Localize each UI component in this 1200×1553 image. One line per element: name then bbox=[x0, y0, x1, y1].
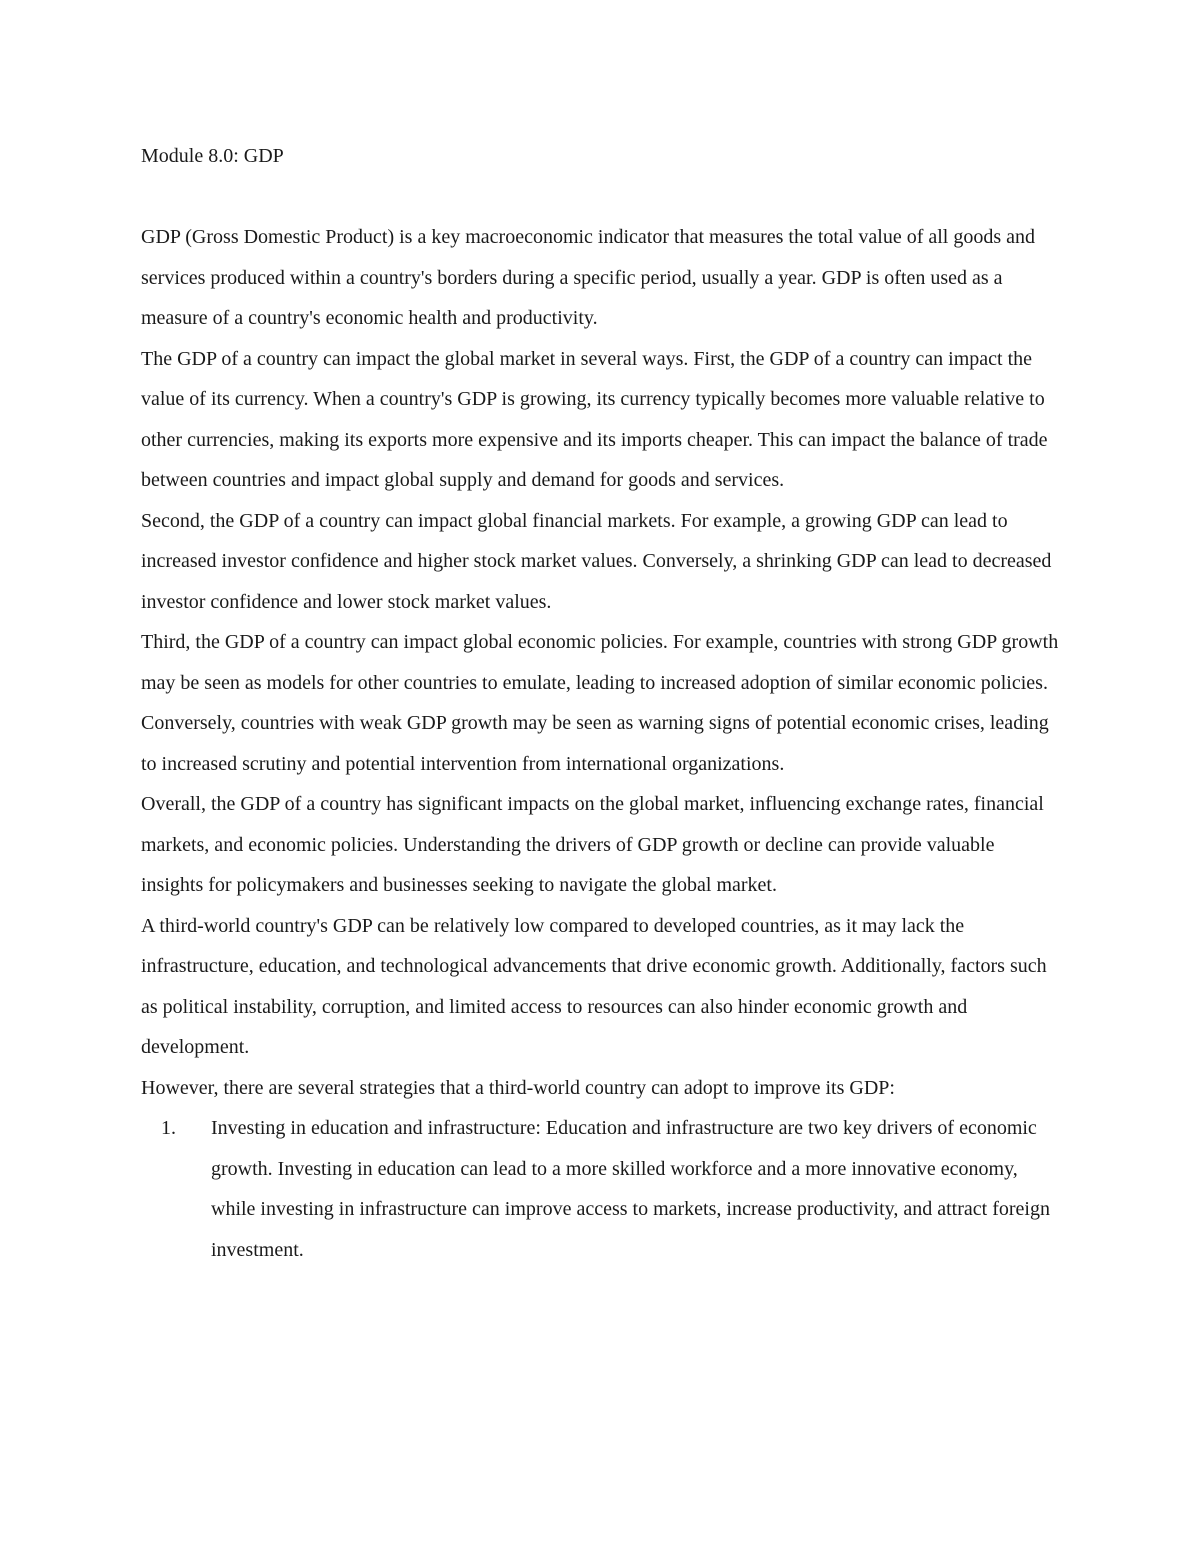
paragraph-third-world-gdp: A third-world country's GDP can be relatively low compared to developed countries, as it may lack the infrastructure, education, and technological advancements that drive economic growth. Additionally, factors such as political instability, corruption, and limited access to resources can also hinder economic growth and development. bbox=[141, 914, 1047, 1058]
paragraph-strategies-intro: However, there are several strategies that a third-world country can adopt to improve its GDP: bbox=[141, 1076, 895, 1099]
list-item-text: Investing in education and infrastructure: Education and infrastructure are two key drivers of economic growth. Investing in education can lead to a more skilled workforce and a more innovative economy, while investing in infrastructure can improve access to markets, increase productivity, and attract foreign investment. bbox=[211, 1117, 1050, 1261]
paragraph-overall-summary: Overall, the GDP of a country has significant impacts on the global market, influencing exchange rates, financial markets, and economic policies. Understanding the drivers of GDP growth or decline can provide valuable insights for policymakers and businesses seeking to navigate the global market. bbox=[141, 793, 1044, 896]
strategies-list bbox=[141, 1108, 1061, 1270]
list-item-number: 1. bbox=[161, 1117, 176, 1139]
document-body bbox=[141, 136, 1061, 1270]
paragraph-currency-impact: The GDP of a country can impact the global market in several ways. First, the GDP of a country can impact the value of its currency. When a country's GDP is growing, its currency typically becomes more valuable relative to other currencies, making its exports more expensive and its imports cheaper. This can impact the balance of trade between countries and impact global supply and demand for goods and services. bbox=[141, 347, 1048, 491]
blank-line bbox=[141, 177, 1061, 218]
paragraph-economic-policies: Third, the GDP of a country can impact global economic policies. For example, countries with strong GDP growth may be seen as models for other countries to emulate, leading to increased adoption of similar economic policies. Conversely, countries with weak GDP growth may be seen as warning signs of potential economic crises, leading to increased scrutiny and potential intervention from international organizations. bbox=[141, 631, 1059, 775]
paragraph-financial-markets: Second, the GDP of a country can impact global financial markets. For example, a growing GDP can lead to increased investor confidence and higher stock market values. Conversely, a shrinking GDP can lead to decreased investor confidence and lower stock market values. bbox=[141, 509, 1052, 613]
list-item bbox=[141, 1108, 1061, 1270]
document-title: Module 8.0: GDP bbox=[141, 145, 284, 167]
paragraph-gdp-definition: GDP (Gross Domestic Product) is a key macroeconomic indicator that measures the total value of all goods and services produced within a country's borders during a specific period, usually a year. GDP is often used as a measure of a country's economic health and productivity. bbox=[141, 226, 1036, 329]
